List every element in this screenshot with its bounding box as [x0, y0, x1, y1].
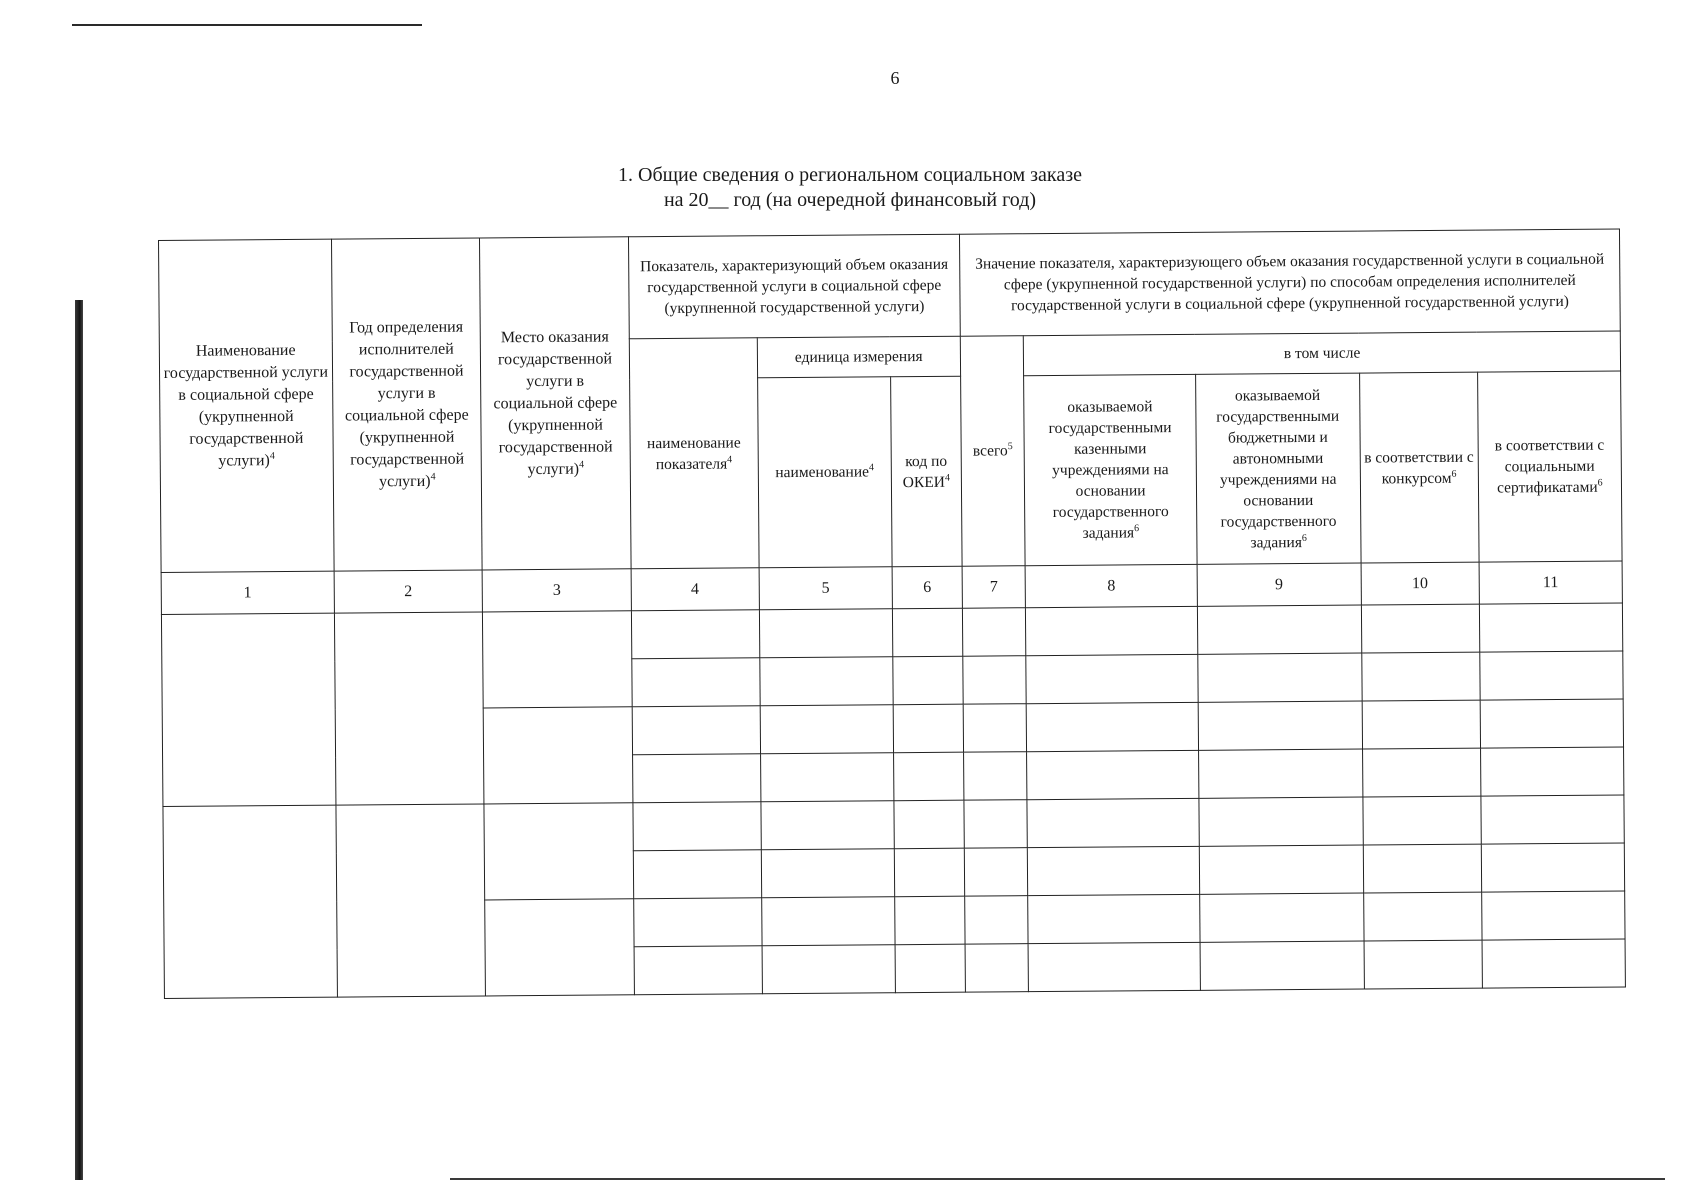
footnote-mark: 5 — [1007, 441, 1013, 453]
table-cell[interactable] — [894, 800, 964, 849]
table-cell[interactable] — [1028, 942, 1200, 991]
table-cell[interactable] — [892, 608, 962, 657]
place-cell[interactable] — [484, 803, 633, 900]
header-total — [960, 336, 1025, 566]
table-cell[interactable] — [632, 754, 760, 803]
service-name-cell[interactable] — [161, 613, 335, 806]
table-cell[interactable] — [964, 848, 1028, 896]
table-cell[interactable] — [759, 609, 893, 658]
place-cell[interactable] — [483, 707, 632, 804]
table-cell[interactable] — [1026, 654, 1198, 703]
column-number: 4 — [631, 568, 759, 611]
table-cell[interactable] — [1480, 699, 1624, 748]
table-cell[interactable] — [1026, 702, 1198, 751]
column-number: 2 — [334, 570, 483, 613]
header-certificates — [1477, 371, 1622, 562]
header-value-group: Значение показателя, характеризующего объем оказания государственной услуги в социальной сфере (укрупненной государственной услуги) по способам определения исполнителей государственной услуги в социальной сфере (укрупненной государственной услуги) — [959, 229, 1620, 336]
table-cell[interactable] — [761, 897, 895, 946]
scan-bottom-line — [450, 1178, 1665, 1180]
table-cell[interactable] — [631, 610, 759, 659]
header-unit-name — [757, 377, 892, 568]
table-cell[interactable] — [761, 849, 895, 898]
table-cell[interactable] — [1197, 605, 1361, 654]
header-service-name-text: Наименование государственной услуги в социальной сфере (укрупненной государственной услуги) — [163, 341, 329, 470]
table-cell[interactable] — [1026, 606, 1198, 655]
table-cell[interactable] — [633, 802, 761, 851]
table-cell[interactable] — [1361, 604, 1479, 653]
table-cell[interactable] — [1362, 700, 1480, 749]
header-unit-name-text: наименование — [775, 463, 870, 482]
table-cell[interactable] — [1027, 798, 1199, 847]
footnote-mark: 4 — [269, 450, 275, 462]
table-cell[interactable] — [1198, 701, 1362, 750]
place-cell[interactable] — [485, 899, 634, 996]
table-cell[interactable] — [1198, 653, 1362, 702]
table-cell[interactable] — [762, 945, 896, 994]
header-competition-text: в соответствии с конкурсом — [1364, 448, 1474, 487]
table-cell[interactable] — [1027, 750, 1199, 799]
table-cell[interactable] — [1200, 941, 1364, 990]
table-cell[interactable] — [632, 706, 760, 755]
column-number: 11 — [1479, 561, 1623, 604]
table-cell[interactable] — [1363, 844, 1481, 893]
scan-top-line — [72, 24, 422, 26]
service-name-cell[interactable] — [163, 805, 337, 998]
table-cell[interactable] — [893, 656, 963, 705]
year-cell[interactable] — [334, 612, 484, 805]
header-indicator-name — [629, 338, 759, 569]
header-budget-autonomous-text: оказываемой государственными бюджетными и автономными учреждениями на основании государственного задания — [1216, 386, 1340, 551]
table-cell[interactable] — [1363, 796, 1481, 845]
header-place-text: Место оказания государственной услуги в социальной сфере (укрупненной государственной услуги) — [493, 327, 618, 478]
header-competition — [1359, 372, 1478, 563]
column-number: 10 — [1361, 562, 1479, 605]
table-cell[interactable] — [963, 752, 1027, 800]
table-cell[interactable] — [761, 801, 895, 850]
table-cell[interactable] — [893, 704, 963, 753]
scan-left-edge — [75, 300, 83, 1180]
table-cell[interactable] — [634, 898, 762, 947]
footnote-mark: 6 — [1134, 523, 1140, 535]
year-cell[interactable] — [336, 804, 486, 997]
table-cell[interactable] — [1362, 748, 1480, 797]
table-cell[interactable] — [965, 896, 1029, 944]
header-state-owned-text: оказываемой государственными казенными учреждениями на основании государственного задания — [1048, 398, 1172, 542]
table-cell[interactable] — [1479, 603, 1623, 652]
header-okei-code-text: код по ОКЕИ — [902, 452, 948, 491]
table-cell[interactable] — [1481, 795, 1625, 844]
table-cell[interactable] — [1364, 940, 1482, 989]
footnote-mark: 6 — [1451, 468, 1457, 480]
table-cell[interactable] — [760, 753, 894, 802]
column-number: 5 — [759, 567, 893, 610]
table-cell[interactable] — [1028, 894, 1200, 943]
column-number: 7 — [962, 566, 1026, 608]
footnote-mark: 4 — [579, 458, 585, 470]
table-cell[interactable] — [633, 850, 761, 899]
table-cell[interactable] — [1362, 652, 1480, 701]
social-order-table — [158, 229, 1626, 999]
page-number: 6 — [890, 68, 900, 88]
header-total-text: всего — [972, 442, 1008, 460]
table-cell[interactable] — [894, 752, 964, 801]
header-certificates-text: в соответствии с социальными сертификатами — [1494, 436, 1605, 497]
table-cell[interactable] — [964, 800, 1028, 848]
header-year-text: Год определения исполнителей государственной услуги в социальной сфере (укрупненной государственной услуги) — [344, 318, 469, 490]
footnote-mark: 4 — [727, 453, 733, 465]
section-title-line-1: 1. Общие сведения о региональном социальном заказе — [618, 164, 1082, 186]
table-cell[interactable] — [634, 946, 762, 995]
header-budget-autonomous — [1195, 373, 1360, 564]
footnote-mark: 6 — [1301, 532, 1307, 544]
header-service-name — [159, 239, 334, 572]
table-cell[interactable] — [1199, 797, 1363, 846]
column-number: 9 — [1197, 563, 1361, 606]
header-okei-code — [891, 376, 962, 567]
header-place — [480, 237, 631, 570]
header-including: в том числе — [1024, 331, 1621, 376]
table-cell[interactable] — [632, 658, 760, 707]
table-cell[interactable] — [1481, 891, 1625, 940]
column-number: 6 — [892, 566, 962, 609]
header-state-owned — [1024, 374, 1197, 565]
header-indicator-name-text: наименование показателя — [646, 433, 741, 473]
footnote-mark: 6 — [1597, 477, 1603, 489]
column-number: 8 — [1025, 564, 1197, 607]
column-number: 3 — [482, 569, 631, 612]
table-cell[interactable] — [760, 705, 894, 754]
table-cell[interactable] — [895, 896, 965, 945]
header-indicator-group: Показатель, характеризующий объем оказания государственной услуги в социальной сфере (укрупненной государственной услуги) — [628, 234, 960, 339]
table-cell[interactable] — [1199, 845, 1363, 894]
table-cell[interactable] — [963, 656, 1027, 704]
table-cell[interactable] — [962, 608, 1026, 656]
header-year — [331, 238, 482, 571]
column-number: 1 — [161, 571, 334, 614]
table-cell[interactable] — [1028, 846, 1200, 895]
table-cell[interactable] — [759, 657, 893, 706]
table-cell[interactable] — [894, 848, 964, 897]
section-title — [520, 163, 1180, 213]
table-cell[interactable] — [1481, 843, 1625, 892]
table-cell[interactable] — [1363, 892, 1481, 941]
footnote-mark: 4 — [430, 470, 436, 483]
table-cell[interactable] — [1480, 747, 1624, 796]
table-cell[interactable] — [1479, 651, 1623, 700]
table-cell[interactable] — [1482, 939, 1626, 988]
footnote-mark: 4 — [868, 462, 875, 474]
table-cell[interactable] — [1198, 749, 1362, 798]
table-cell[interactable] — [965, 944, 1029, 992]
table-cell[interactable] — [895, 944, 965, 993]
section-title-line-2: на 20__ год (на очередной финансовый год) — [663, 189, 1037, 211]
table-cell[interactable] — [1199, 893, 1363, 942]
place-cell[interactable] — [483, 611, 632, 708]
footnote-mark: 4 — [944, 472, 950, 484]
table-cell[interactable] — [963, 704, 1027, 752]
header-unit-group: единица измерения — [757, 336, 961, 378]
